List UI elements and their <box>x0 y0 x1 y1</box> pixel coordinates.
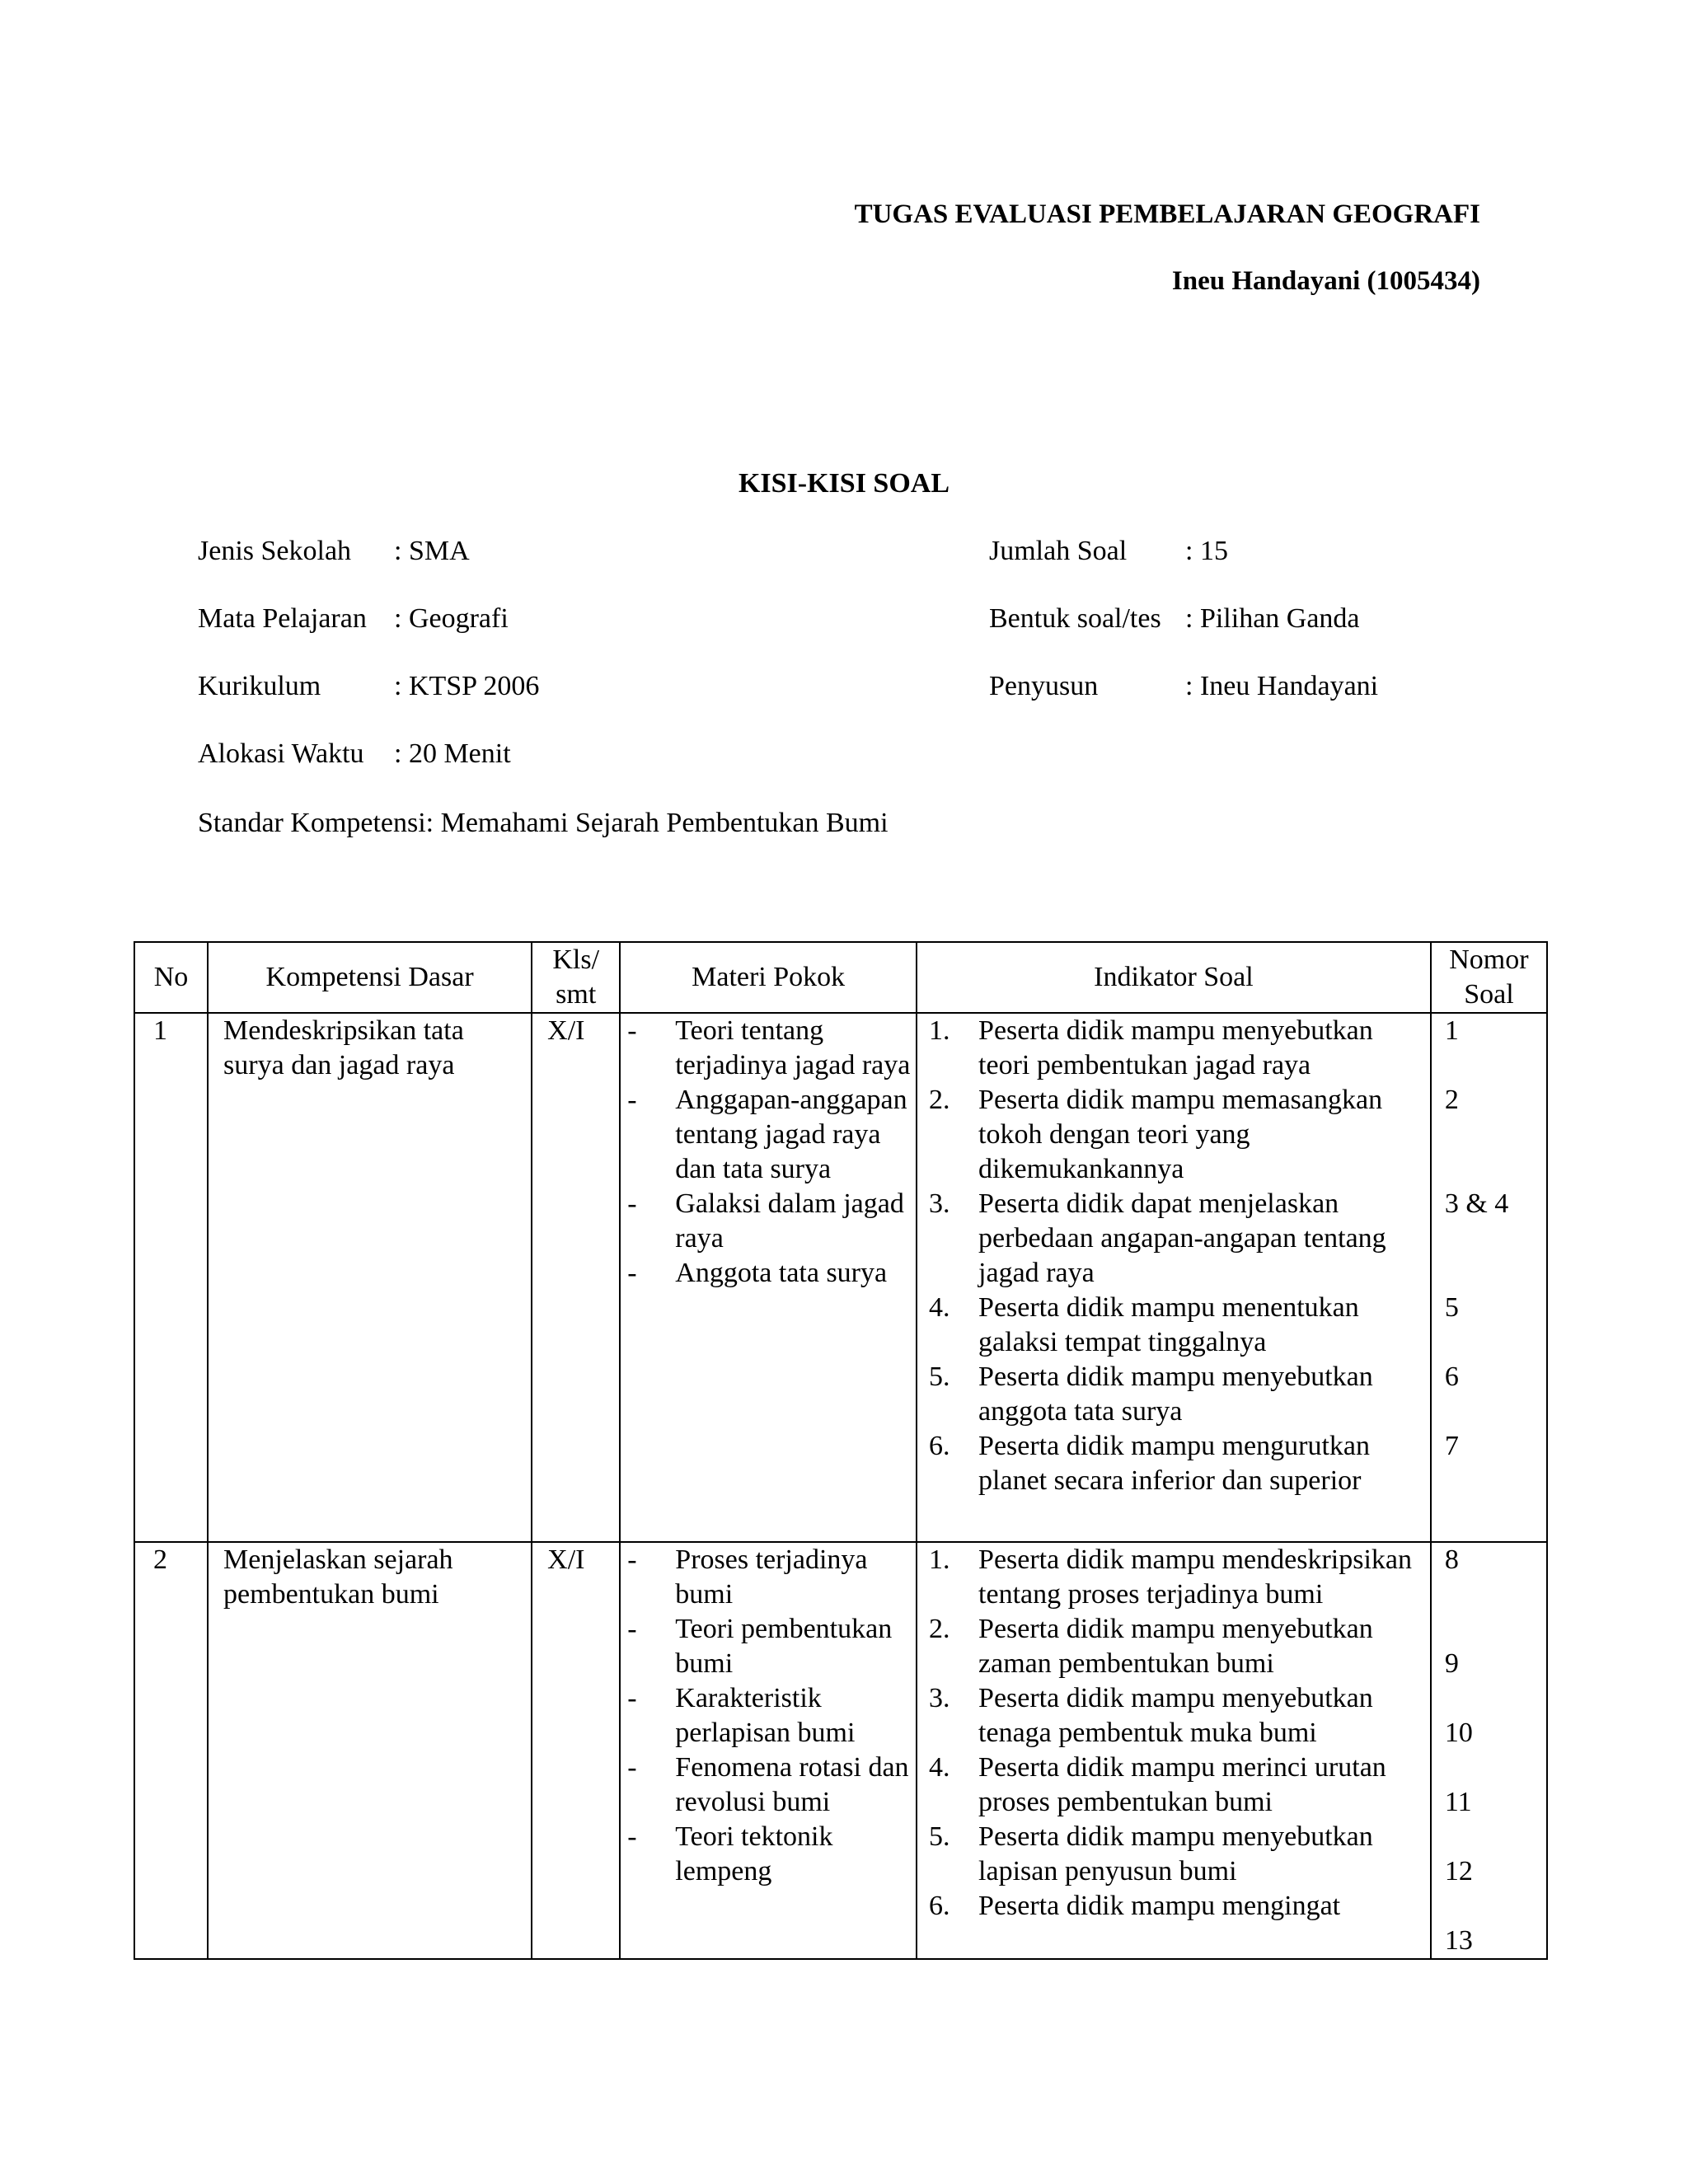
meta-label: Penyusun <box>989 671 1099 701</box>
nomor-value: 9 <box>1444 1648 1459 1679</box>
section-title: KISI-KISI SOAL <box>738 468 950 499</box>
list-item <box>917 1429 1430 1498</box>
meta-label: Kurikulum <box>198 671 321 701</box>
table-header-row <box>134 942 1547 1013</box>
meta-label: Bentuk soal/tes <box>989 603 1161 634</box>
list-item: - Teori tentang terjadinya jagad raya <box>621 1014 916 1083</box>
list-item: - Anggota tata surya <box>621 1256 916 1291</box>
item-number: 1. <box>929 1015 950 1046</box>
meta-jenis-sekolah <box>198 536 470 567</box>
cell-kls: X/I <box>532 1542 620 1959</box>
cell-kls: X/I <box>532 1013 620 1542</box>
meta-value: : KTSP 2006 <box>394 671 540 701</box>
list-item <box>917 1612 1430 1681</box>
item-text: Peserta didik mampu menyebutkan lapisan penyusun bumi <box>978 1821 1373 1886</box>
item-text: Peserta didik mampu mengurutkan planet secara inferior dan superior <box>978 1431 1370 1496</box>
item-text: Peserta didik dapat menjelaskan perbedaan angapan-angapan tentang jagad raya <box>978 1188 1386 1288</box>
nomor-value: 8 <box>1444 1544 1459 1575</box>
list-item <box>917 1750 1430 1820</box>
item-number: 2. <box>929 1085 950 1115</box>
item-number: 4. <box>929 1752 950 1783</box>
author-line: Ineu Handayani (1005434) <box>1171 266 1480 296</box>
list-item: - Galaksi dalam jagad raya <box>621 1187 916 1256</box>
header-nomor-soal <box>1431 942 1547 1013</box>
meta-jumlah-soal <box>989 536 1228 567</box>
item-number: 1. <box>929 1544 950 1575</box>
meta-label: Mata Pelajaran <box>198 603 367 634</box>
item-number: 3. <box>929 1683 950 1713</box>
nomor-value: 3 & 4 <box>1444 1188 1509 1219</box>
nomor-value: 5 <box>1444 1292 1459 1323</box>
header-kls-line-1: Kls/ <box>552 944 600 975</box>
header-nomor-line-1: Nomor <box>1449 944 1529 975</box>
list-item <box>917 1187 1430 1291</box>
standar-kompetensi: Standar Kompetensi: Memahami Sejarah Pembentukan Bumi <box>198 808 889 838</box>
header-indikator-soal: Indikator Soal <box>917 942 1431 1013</box>
item-text: Peserta didik mampu menyebutkan teori pembentukan jagad raya <box>978 1015 1373 1080</box>
meta-value: : 20 Menit <box>394 738 511 769</box>
header-materi-pokok: Materi Pokok <box>620 942 917 1013</box>
item-number: 6. <box>929 1431 950 1461</box>
item-text: Peserta didik mampu mendeskripsikan tentang proses terjadinya bumi <box>978 1544 1412 1610</box>
list-item <box>917 1360 1430 1429</box>
cell-materi-pokok <box>620 1542 917 1959</box>
cell-no: 1 <box>134 1013 208 1542</box>
header-kls-line-2: smt <box>556 979 597 1010</box>
list-item: - Karakteristik perlapisan bumi <box>621 1681 916 1750</box>
list-item: - Fenomena rotasi dan revolusi bumi <box>621 1750 916 1820</box>
meta-value: : Ineu Handayani <box>1185 671 1379 701</box>
nomor-value: 11 <box>1444 1787 1472 1817</box>
nomor-value: 10 <box>1444 1718 1473 1748</box>
list-item <box>917 1681 1430 1750</box>
list-item: - Anggapan-anggapan tentang jagad raya dan tata surya <box>621 1083 916 1187</box>
nomor-value: 13 <box>1444 1925 1473 1956</box>
item-number: 4. <box>929 1292 950 1323</box>
list-item: - Teori pembentukan bumi <box>621 1612 916 1681</box>
list-item <box>917 1543 1430 1612</box>
item-number: 6. <box>929 1891 950 1921</box>
nomor-value: 6 <box>1444 1361 1459 1392</box>
item-text: Peserta didik mampu menyebutkan tenaga pembentuk muka bumi <box>978 1683 1373 1748</box>
cell-kompetensi-dasar: Menjelaskan sejarah pembentukan bumi <box>208 1542 532 1959</box>
meta-penyusun <box>989 671 1378 702</box>
meta-value: : 15 <box>1185 536 1228 566</box>
cell-indikator <box>917 1542 1431 1959</box>
meta-bentuk-soal <box>989 603 1360 635</box>
item-number: 5. <box>929 1361 950 1392</box>
item-number: 5. <box>929 1821 950 1852</box>
meta-label: Jumlah Soal <box>989 536 1128 566</box>
item-text: Peserta didik mampu menyebutkan anggota tata surya <box>978 1361 1373 1427</box>
meta-mata-pelajaran <box>198 603 509 635</box>
header-kls-smt <box>532 942 620 1013</box>
cell-nomor-soal <box>1431 1542 1547 1959</box>
meta-value: : Pilihan Ganda <box>1185 603 1360 634</box>
nomor-value: 7 <box>1444 1431 1459 1461</box>
list-item: - Teori tektonik lempeng <box>621 1820 916 1889</box>
item-text: Peserta didik mampu merinci urutan proses pembentukan bumi <box>978 1752 1386 1817</box>
cell-kompetensi-dasar: Mendeskripsikan tata surya dan jagad raya <box>208 1013 532 1542</box>
nomor-value: 2 <box>1444 1085 1459 1115</box>
cell-indikator <box>917 1013 1431 1542</box>
header-no: No <box>134 942 208 1013</box>
list-item <box>917 1889 1430 1924</box>
header-kompetensi-dasar: Kompetensi Dasar <box>208 942 532 1013</box>
cell-no: 2 <box>134 1542 208 1959</box>
header-nomor-line-2: Soal <box>1464 979 1514 1010</box>
item-number: 2. <box>929 1614 950 1644</box>
nomor-value: 12 <box>1444 1856 1473 1886</box>
item-text: Peserta didik mampu mengingat <box>978 1891 1341 1921</box>
item-number: 3. <box>929 1188 950 1219</box>
meta-kurikulum <box>198 671 539 702</box>
meta-value: : SMA <box>394 536 470 566</box>
meta-label: Alokasi Waktu <box>198 738 364 769</box>
cell-materi-pokok <box>620 1013 917 1542</box>
item-text: Peserta didik mampu menentukan galaksi tempat tinggalnya <box>978 1292 1359 1357</box>
nomor-value: 1 <box>1444 1015 1459 1046</box>
table-row <box>134 1542 1547 1959</box>
document-title: TUGAS EVALUASI PEMBELAJARAN GEOGRAFI <box>854 199 1480 229</box>
kisi-kisi-table <box>134 941 1548 1960</box>
list-item <box>917 1291 1430 1360</box>
list-item: - Proses terjadinya bumi <box>621 1543 916 1612</box>
meta-alokasi-waktu <box>198 738 511 770</box>
table-row <box>134 1013 1547 1542</box>
item-text: Peserta didik mampu memasangkan tokoh dengan teori yang dikemukankannya <box>978 1085 1383 1184</box>
item-text: Peserta didik mampu menyebutkan zaman pembentukan bumi <box>978 1614 1373 1679</box>
list-item <box>917 1820 1430 1889</box>
cell-nomor-soal <box>1431 1013 1547 1542</box>
list-item <box>917 1083 1430 1187</box>
list-item <box>917 1014 1430 1083</box>
meta-value: : Geografi <box>394 603 509 634</box>
meta-label: Jenis Sekolah <box>198 536 352 566</box>
